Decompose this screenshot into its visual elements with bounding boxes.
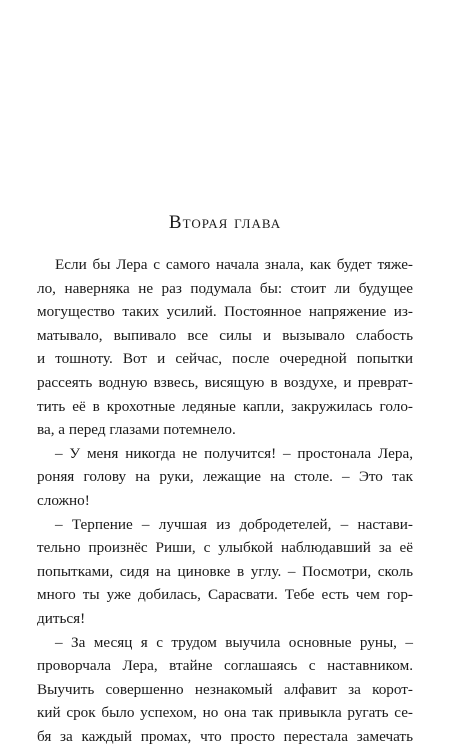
text-line: тельно произнёс Риши, с улыбкой наблюдавший за её [37,539,413,557]
text-line: рассеять водную взвесь, висящую в воздухе, и преврат- [37,373,413,391]
text-line: тить её в крохотные ледяные капли, закружилась голо- [37,397,413,415]
text-line: могущество таких усилий. Постоянное напряжение из- [37,303,413,321]
text-line: роняя голову на руки, лежащие на столе. – Это так [37,468,413,486]
text-line: бя за каждый промах, что просто перестала замечать [37,727,413,745]
text-line: – За месяц я с трудом выучила основные руны, – [55,633,413,651]
text-line: сложно! [37,491,90,509]
text-line: ло, наверняка не раз подумала бы: стоит ли будущее [37,279,413,297]
text-line: много ты уже добилась, Сарасвати. Тебе есть чем гор- [37,586,413,604]
text-line: матывало, выпивало все силы и вызывало слабость [37,326,413,344]
chapter-body [37,253,413,748]
text-line: ва, а перед глазами потемнело. [37,421,236,439]
text-line: кий срок было успехом, но она так привыкла ругать се- [37,704,413,722]
text-line: – У меня никогда не получится! – простонала Лера, [55,444,413,462]
text-line: попытками, сидя на циновке в углу. – Посмотри, сколь [37,562,413,580]
chapter-title: Вторая глава [168,212,282,233]
text-line: Если бы Лера с самого начала знала, как будет тяже- [55,256,413,273]
text-line: Выучить совершенно незнакомый алфавит за корот- [37,680,413,698]
text-line: проворчала Лера, втайне соглашаясь с наставником. [37,657,413,675]
text-line: диться! [37,609,86,627]
text-line: – Терпение – лучшая из добродетелей, – настави- [55,515,413,533]
text-line: и тошноту. Вот и сейчас, после очередной попытки [37,350,413,368]
